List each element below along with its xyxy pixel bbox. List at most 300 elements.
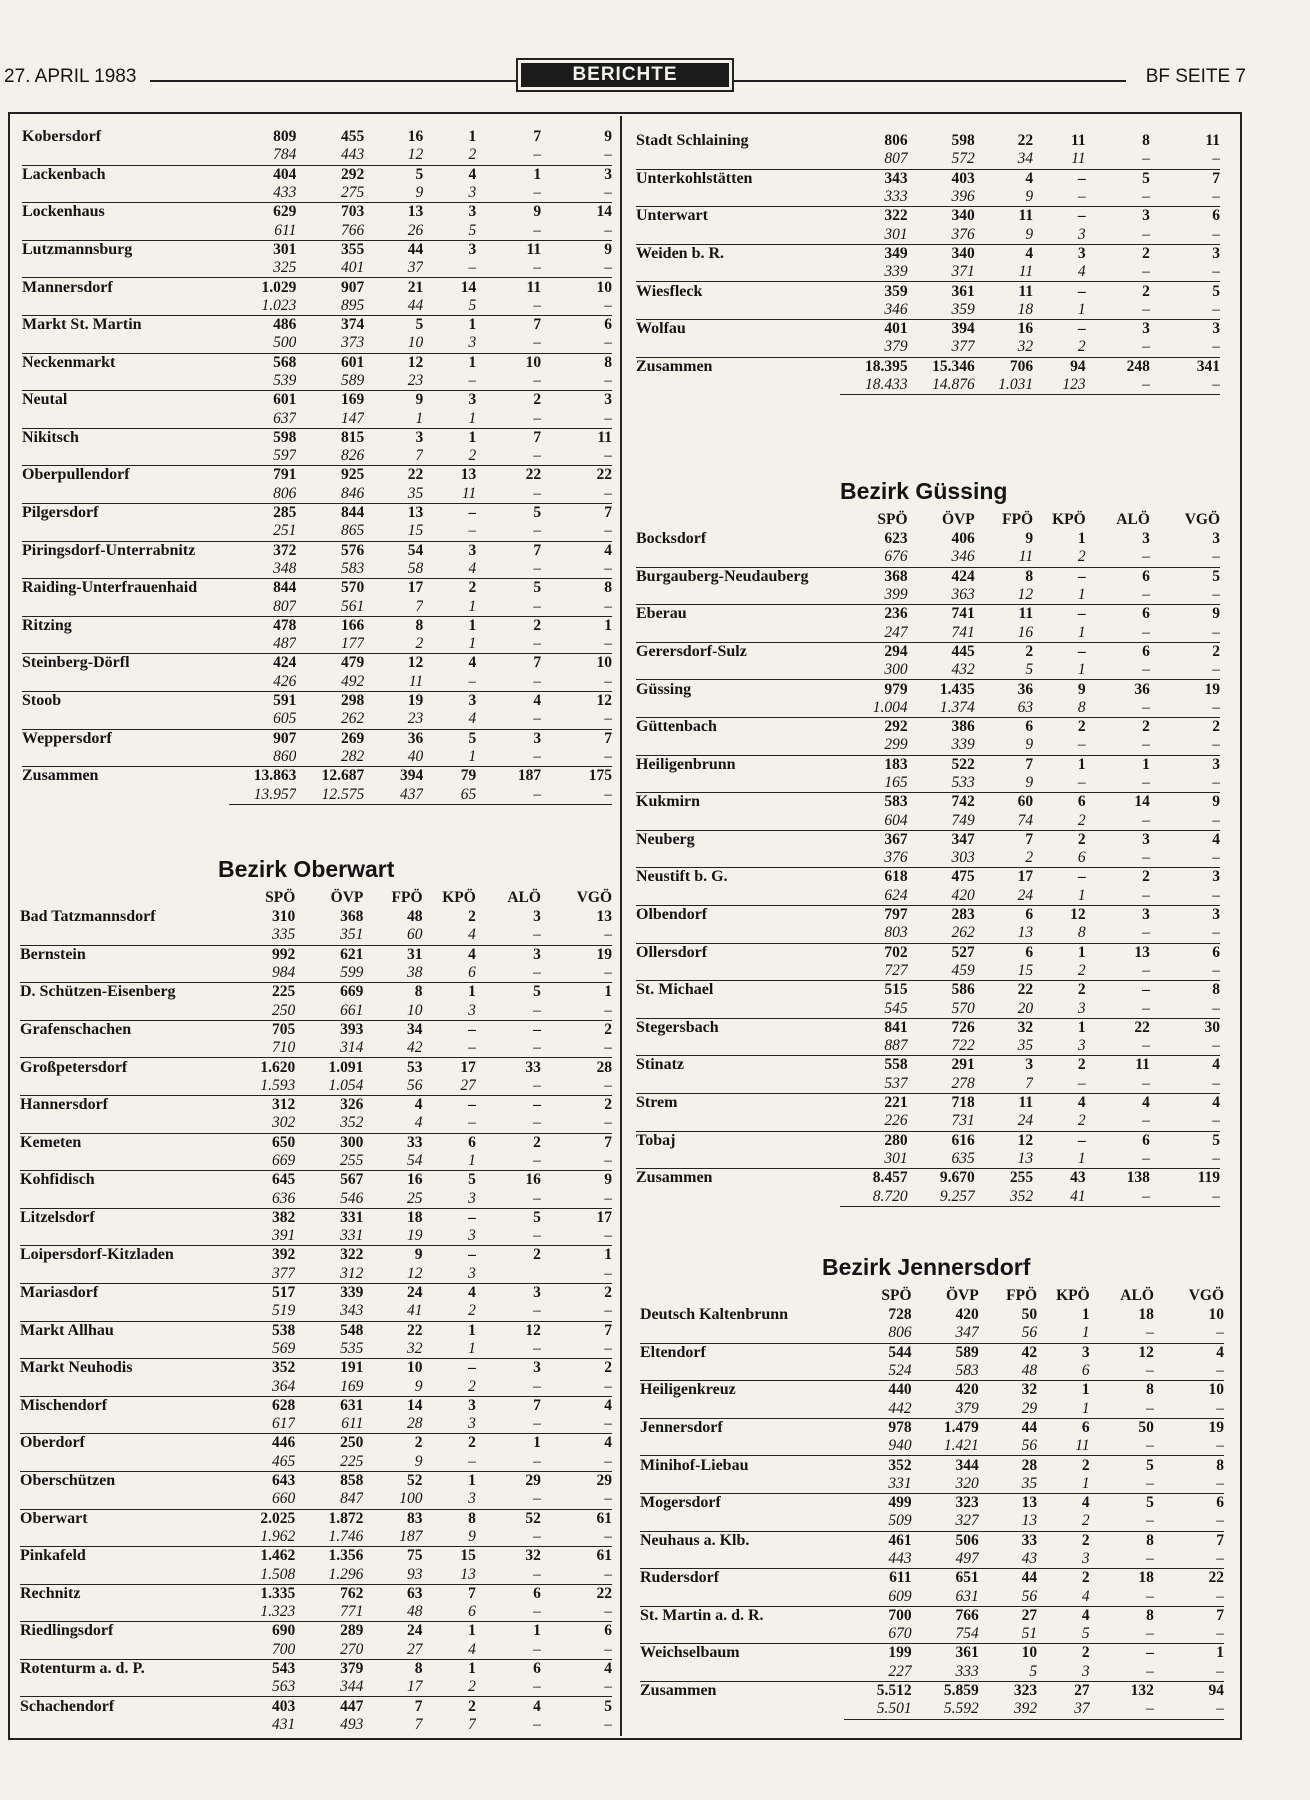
- vote-1983: 7: [975, 830, 1033, 849]
- table-row-previous: [636, 999, 1220, 1018]
- vote-1983: 1.356: [295, 1547, 363, 1566]
- vote-previous: 710: [272, 1039, 296, 1057]
- vote-previous: –: [1142, 736, 1150, 754]
- vote-1983: 1.479: [912, 1418, 979, 1437]
- table-row-previous: [640, 1663, 1224, 1682]
- blank-cell: [636, 1112, 840, 1131]
- vote-previous: 301: [884, 1149, 908, 1167]
- blank-cell: [640, 1550, 844, 1569]
- vote-previous: 1.746: [328, 1527, 364, 1545]
- vote-1983: 1: [423, 353, 476, 372]
- vote-1983: 601: [229, 391, 297, 410]
- column-header: ÖVP: [946, 1287, 979, 1304]
- vote-1983: 5: [423, 1171, 476, 1190]
- vote-previous: –: [604, 1715, 612, 1733]
- table-row: [636, 132, 1220, 150]
- vote-previous: 5: [468, 296, 477, 314]
- municipality-name: Grafenschachen: [20, 1020, 227, 1039]
- vote-previous: 399: [884, 586, 908, 604]
- vote-previous: 1.004: [872, 698, 908, 716]
- vote-1983: 1: [423, 983, 476, 1002]
- blank-cell: [22, 710, 229, 729]
- table-row-previous: [640, 1437, 1224, 1456]
- vote-1983: 50: [1090, 1418, 1154, 1437]
- municipality-name: Stegersbach: [636, 1018, 840, 1037]
- vote-previous: –: [533, 372, 542, 389]
- vote-1983: 15.346: [908, 357, 975, 376]
- municipality-name: Kukmirn: [636, 793, 840, 812]
- table-row-previous: [636, 1075, 1220, 1094]
- vote-previous: 426: [273, 672, 297, 690]
- vote-1983: 809: [273, 128, 297, 146]
- vote-previous: –: [1142, 886, 1150, 904]
- vote-previous: 519: [272, 1302, 296, 1320]
- vote-previous: –: [533, 1302, 541, 1320]
- vote-1983: 2: [541, 1359, 612, 1378]
- column-header: FPÖ: [391, 889, 423, 906]
- vote-1983: 7: [533, 128, 542, 146]
- vote-1983: 3: [1142, 530, 1150, 548]
- municipality-name: Kemeten: [20, 1133, 227, 1152]
- vote-1983: 2: [423, 1697, 476, 1716]
- vote-previous: 9: [1025, 774, 1034, 791]
- blank-cell: [20, 1641, 227, 1660]
- vote-previous: 545: [884, 999, 908, 1017]
- vote-1983: 94: [1154, 1681, 1224, 1700]
- vote-1983: 1: [1033, 755, 1086, 774]
- vote-1983: 9: [1150, 605, 1220, 624]
- vote-previous: 539: [273, 372, 297, 389]
- vote-previous: –: [1212, 774, 1220, 791]
- vote-previous: 524: [888, 1362, 912, 1380]
- vote-previous: –: [1216, 1662, 1224, 1680]
- vote-1983: 461: [844, 1531, 911, 1550]
- vote-previous: 3: [468, 1189, 476, 1207]
- vote-1983: 4: [423, 165, 476, 184]
- vote-previous: 13.957: [229, 785, 297, 804]
- vote-previous: 48: [1021, 1362, 1038, 1380]
- vote-previous: –: [533, 1152, 541, 1169]
- vote-1983: 401: [840, 319, 907, 338]
- municipality-name: Ritzing: [22, 616, 229, 635]
- vote-previous: –: [1212, 886, 1220, 904]
- blank-cell: [22, 635, 229, 654]
- vote-1983: 1: [476, 165, 541, 184]
- blank-cell: [636, 1075, 840, 1094]
- vote-previous: 301: [884, 225, 908, 243]
- vote-1983: 2: [363, 1434, 422, 1453]
- vote-1983: 558: [840, 1056, 907, 1075]
- vote-previous: 251: [273, 522, 297, 540]
- blank-cell: [636, 338, 840, 357]
- vote-previous: 497: [955, 1550, 979, 1567]
- table-row: [636, 1018, 1220, 1037]
- vote-1983: 486: [229, 315, 297, 334]
- vote-1983: 52: [476, 1509, 541, 1528]
- vote-previous: 1: [468, 597, 477, 615]
- vote-previous: –: [1142, 661, 1150, 679]
- vote-1983: 291: [908, 1056, 975, 1075]
- municipality-name: Lockenhaus: [22, 203, 229, 222]
- district-title-oberwart: Bezirk Oberwart: [218, 856, 395, 882]
- vote-1983: 11: [975, 605, 1033, 624]
- column-header: SPÖ: [881, 1287, 912, 1304]
- vote-1983: 6: [1086, 1131, 1150, 1150]
- vote-previous: –: [533, 672, 542, 690]
- vote-1983: 368: [340, 908, 364, 926]
- vote-previous: –: [1150, 376, 1220, 395]
- table-row: [22, 466, 612, 485]
- municipality-name: Stadt Schlaining: [636, 132, 749, 150]
- vote-previous: 1.054: [328, 1076, 364, 1094]
- vote-previous: –: [533, 221, 542, 239]
- table-row: [640, 1306, 1224, 1324]
- vote-previous: –: [533, 1527, 541, 1545]
- blank-cell: [22, 785, 229, 804]
- vote-1983: 22: [1017, 132, 1034, 150]
- vote-previous: –: [1142, 300, 1150, 318]
- vote-previous: –: [1146, 1362, 1154, 1380]
- table-row-previous: [636, 338, 1220, 357]
- vote-1983: 6: [1033, 793, 1086, 812]
- vote-1983: 728: [888, 1306, 912, 1324]
- vote-previous: 37: [407, 259, 424, 277]
- vote-previous: 940: [888, 1437, 912, 1455]
- table-row: [22, 240, 612, 259]
- table-row: [636, 642, 1220, 661]
- table-row-previous: [22, 522, 612, 541]
- vote-previous: 352: [340, 1114, 364, 1132]
- vote-1983: 5: [1090, 1493, 1154, 1512]
- table-row-previous: [636, 661, 1220, 680]
- vote-previous: 1: [468, 1339, 476, 1357]
- vote-previous: 631: [955, 1587, 979, 1605]
- vote-1983: 52: [363, 1471, 422, 1490]
- vote-previous: 165: [884, 774, 908, 791]
- vote-1983: 1: [1086, 755, 1150, 774]
- vote-1983: 61: [541, 1509, 612, 1528]
- vote-1983: 404: [229, 165, 297, 184]
- vote-1983: –: [423, 1020, 476, 1039]
- vote-previous: 437: [364, 785, 423, 804]
- vote-1983: 3: [1033, 244, 1086, 263]
- vote-1983: 1: [423, 616, 476, 635]
- vote-1983: 700: [844, 1606, 911, 1625]
- vote-1983: 344: [912, 1456, 979, 1475]
- vote-1983: 3: [423, 203, 476, 222]
- vote-previous: [476, 1265, 541, 1284]
- municipality-name: Heiligenbrunn: [636, 755, 840, 774]
- vote-previous: 700: [272, 1640, 296, 1658]
- blank-cell: [20, 1716, 227, 1734]
- table-row: [22, 391, 612, 410]
- municipality-name: Steinberg-Dörfl: [22, 654, 229, 673]
- vote-previous: 9: [414, 1452, 423, 1470]
- vote-previous: 282: [340, 747, 365, 765]
- vote-1983: 3: [533, 908, 541, 926]
- vote-previous: 379: [884, 338, 908, 356]
- vote-1983: 8: [1090, 1381, 1154, 1400]
- blank-cell: [22, 748, 229, 767]
- vote-1983: 499: [844, 1493, 911, 1512]
- vote-previous: 363: [951, 586, 975, 604]
- municipality-name: Wolfau: [636, 319, 840, 338]
- vote-1983: 5.512: [844, 1681, 911, 1700]
- vote-1983: 3: [476, 1359, 541, 1378]
- vote-1983: 7: [476, 541, 541, 560]
- vote-1983: 7: [1154, 1606, 1224, 1625]
- table-row: [22, 353, 612, 372]
- blank-cell: [640, 1475, 844, 1494]
- vote-previous: –: [1142, 1074, 1150, 1092]
- municipality-name: Jennersdorf: [640, 1418, 844, 1437]
- vote-1983: 479: [296, 654, 364, 673]
- vote-1983: 4: [363, 1095, 422, 1114]
- municipality-name: Oberwart: [20, 1509, 227, 1528]
- vote-previous: 339: [951, 736, 975, 754]
- header-blank: [20, 888, 227, 908]
- blank-cell: [20, 926, 227, 945]
- table-row: [640, 1531, 1224, 1550]
- vote-1983: 8: [1154, 1456, 1224, 1475]
- vote-1983: 7: [363, 1697, 422, 1716]
- vote-previous: 2: [1077, 811, 1086, 829]
- table-row-previous: [636, 301, 1220, 320]
- vote-previous: 459: [951, 961, 975, 979]
- vote-1983: 12: [975, 1131, 1033, 1150]
- municipality-name: Neuhaus a. Klb.: [640, 1531, 844, 1550]
- vote-1983: 2: [1033, 1056, 1086, 1075]
- table-row-previous: [636, 623, 1220, 642]
- column-header: SPÖ: [265, 889, 296, 906]
- column-header: SPÖ: [877, 511, 908, 528]
- vote-1983: 3: [541, 165, 612, 184]
- vote-previous: –: [604, 1039, 612, 1057]
- vote-1983: 517: [227, 1283, 295, 1302]
- vote-1983: 815: [296, 428, 364, 447]
- vote-1983: 361: [912, 1644, 979, 1663]
- vote-1983: 119: [1150, 1169, 1220, 1188]
- vote-previous: –: [533, 259, 542, 277]
- vote-1983: 394: [364, 767, 423, 786]
- blank-cell: [636, 225, 840, 244]
- table-row-previous: [22, 146, 612, 165]
- vote-1983: 7: [476, 1396, 541, 1415]
- vote-1983: 9: [364, 391, 423, 410]
- vote-1983: 2: [1037, 1531, 1090, 1550]
- table-row-previous: [636, 225, 1220, 244]
- vote-previous: –: [1216, 1587, 1224, 1605]
- vote-1983: 7: [476, 654, 541, 673]
- blank-cell: [20, 1152, 227, 1171]
- vote-1983: 10: [1154, 1381, 1224, 1400]
- vote-1983: 5: [364, 165, 423, 184]
- vote-previous: 41: [1033, 1187, 1086, 1206]
- vote-1983: 3: [1086, 905, 1150, 924]
- vote-previous: 15: [407, 522, 424, 540]
- vote-1983: 285: [229, 503, 297, 522]
- vote-1983: 9: [476, 203, 541, 222]
- vote-previous: 15: [1017, 961, 1034, 979]
- vote-1983: 280: [840, 1131, 907, 1150]
- blank-cell: [640, 1663, 844, 1682]
- vote-1983: 323: [912, 1493, 979, 1512]
- vote-previous: –: [1212, 999, 1220, 1017]
- vote-previous: 11: [461, 484, 477, 502]
- vote-1983: 1: [1081, 1306, 1090, 1324]
- vote-1983: 5: [1150, 282, 1220, 301]
- municipality-name: Pilgersdorf: [22, 503, 229, 522]
- municipality-name: Mariasdorf: [20, 1283, 227, 1302]
- vote-1983: –: [423, 1359, 476, 1378]
- vote-1983: 4: [975, 169, 1033, 188]
- header-rule-left: [150, 80, 516, 82]
- vote-previous: 741: [951, 623, 975, 641]
- vote-1983: 16: [975, 319, 1033, 338]
- vote-previous: –: [533, 1189, 541, 1207]
- table-row-previous: [636, 811, 1220, 830]
- vote-1983: 10: [979, 1644, 1037, 1663]
- vote-1983: 9: [1150, 793, 1220, 812]
- vote-1983: 374: [296, 315, 364, 334]
- vote-previous: 846: [340, 484, 365, 502]
- table-row: [636, 793, 1220, 812]
- vote-1983: 32: [476, 1547, 541, 1566]
- vote-1983: 11: [1071, 132, 1086, 150]
- vote-1983: 13: [364, 203, 423, 222]
- vote-1983: 628: [227, 1396, 295, 1415]
- vote-1983: 17: [541, 1208, 612, 1227]
- vote-previous: –: [1212, 849, 1220, 867]
- vote-1983: 567: [295, 1171, 363, 1190]
- vote-1983: 589: [912, 1343, 979, 1362]
- vote-1983: 283: [908, 905, 975, 924]
- vote-1983: 44: [364, 240, 423, 259]
- vote-1983: 8.457: [840, 1169, 907, 1188]
- vote-1983: 11: [476, 278, 541, 297]
- vote-1983: 583: [840, 793, 907, 812]
- municipality-name: St. Martin a. d. R.: [640, 1606, 844, 1625]
- column-header: ALÖ: [1120, 1287, 1154, 1304]
- vote-1983: 2: [476, 1246, 541, 1265]
- municipality-name: Piringsdorf-Unterrabnitz: [22, 541, 229, 560]
- vote-1983: 79: [423, 767, 476, 786]
- vote-1983: –: [1033, 169, 1086, 188]
- vote-1983: 44: [979, 1418, 1037, 1437]
- blank-cell: [636, 188, 840, 207]
- vote-previous: 11: [1071, 150, 1086, 168]
- table-row: [636, 169, 1220, 188]
- results-table: [22, 128, 612, 805]
- vote-previous: –: [604, 1001, 612, 1019]
- vote-1983: 225: [227, 983, 295, 1002]
- vote-1983: 300: [295, 1133, 363, 1152]
- vote-1983: 6: [1086, 567, 1150, 586]
- vote-previous: –: [1212, 263, 1220, 281]
- municipality-name: Eltendorf: [640, 1343, 844, 1362]
- vote-1983: 75: [363, 1547, 422, 1566]
- vote-previous: 784: [273, 146, 297, 164]
- vote-1983: 1: [1033, 943, 1086, 962]
- vote-previous: 17: [407, 1678, 423, 1696]
- municipality-name: Unterwart: [636, 207, 840, 226]
- vote-1983: 27: [979, 1606, 1037, 1625]
- vote-previous: –: [1212, 961, 1220, 979]
- vote-previous: –: [533, 710, 542, 728]
- table-row-previous: [20, 1603, 612, 1622]
- vote-1983: 349: [840, 244, 907, 263]
- table-row: [20, 1396, 612, 1415]
- vote-previous: 2: [1081, 1512, 1090, 1530]
- vote-previous: –: [533, 484, 542, 502]
- vote-previous: 6: [1081, 1362, 1090, 1380]
- vote-1983: 6: [1037, 1418, 1090, 1437]
- vote-previous: 344: [340, 1678, 364, 1696]
- vote-1983: 2: [468, 908, 476, 926]
- vote-previous: 487: [273, 635, 297, 653]
- table-row-previous: [20, 1152, 612, 1171]
- vote-previous: –: [1212, 338, 1220, 356]
- vote-1983: 36: [975, 680, 1033, 699]
- section-banner: [516, 58, 734, 92]
- vote-previous: –: [1212, 1112, 1220, 1130]
- vote-previous: 28: [407, 1415, 423, 1433]
- vote-previous: 262: [340, 710, 365, 728]
- vote-1983: 2: [1150, 717, 1220, 736]
- vote-1983: 5.859: [912, 1681, 979, 1700]
- table-row-previous: [20, 1490, 612, 1509]
- vote-previous: 2: [468, 1302, 476, 1320]
- vote-previous: 100: [399, 1490, 423, 1508]
- vote-previous: –: [1150, 1187, 1220, 1206]
- vote-1983: 3: [1037, 1343, 1090, 1362]
- blank-cell: [20, 1039, 227, 1058]
- vote-1983: 4: [541, 1434, 612, 1453]
- vote-previous: 327: [955, 1512, 979, 1530]
- vote-1983: 22: [1154, 1569, 1224, 1588]
- vote-1983: 9: [541, 1171, 612, 1190]
- vote-previous: –: [468, 522, 477, 540]
- vote-1983: 3: [1150, 319, 1220, 338]
- table-row: [20, 1697, 612, 1716]
- table-row-previous: [640, 1475, 1224, 1494]
- vote-previous: 1.023: [261, 296, 297, 314]
- vote-previous: 325: [273, 259, 297, 277]
- vote-1983: 6: [1150, 943, 1220, 962]
- vote-previous: 35: [1017, 1037, 1034, 1055]
- municipality-name: Minihof-Liebau: [640, 1456, 844, 1475]
- results-table: [640, 1286, 1224, 1720]
- header-blank: [636, 510, 840, 530]
- vote-1983: 2: [541, 1283, 612, 1302]
- table-row-previous: [640, 1324, 1224, 1343]
- vote-previous: 1.323: [260, 1603, 296, 1621]
- table-row-previous: [20, 1340, 612, 1359]
- vote-1983: 4: [1150, 1093, 1220, 1112]
- blank-cell: [636, 887, 840, 906]
- vote-1983: 12: [541, 691, 612, 710]
- vote-previous: 1: [468, 747, 477, 765]
- vote-1983: 6: [975, 717, 1033, 736]
- vote-1983: 44: [979, 1569, 1037, 1588]
- vote-previous: 27: [460, 1076, 476, 1094]
- blank-cell: [20, 1453, 227, 1472]
- table-row: [20, 1171, 612, 1190]
- vote-1983: 4: [1086, 1093, 1150, 1112]
- vote-previous: –: [1142, 811, 1150, 829]
- vote-1983: 36: [1086, 680, 1150, 699]
- vote-previous: –: [1142, 924, 1150, 942]
